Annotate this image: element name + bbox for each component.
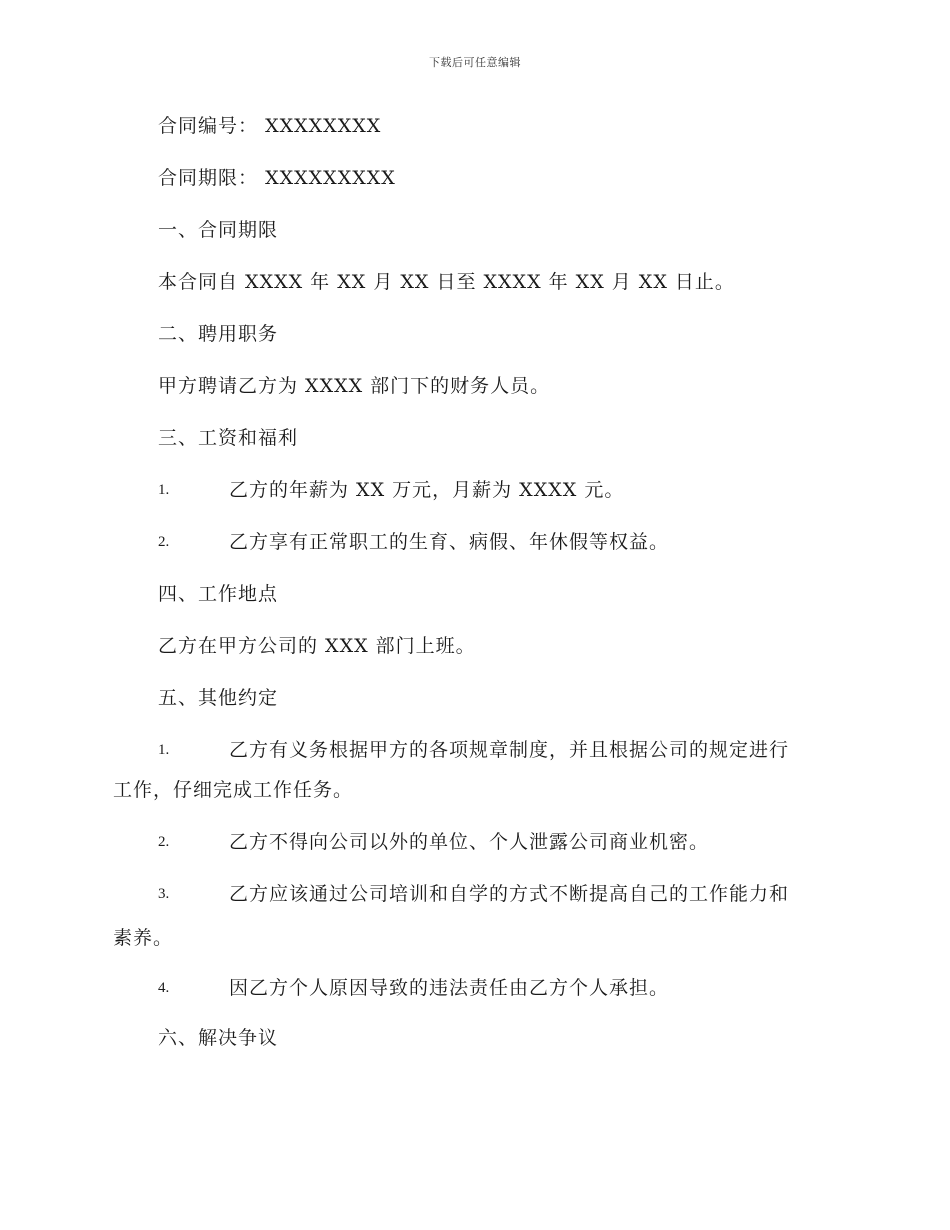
section-5-item-4-text: 因乙方个人原因导致的违法责任由乙方个人承担。: [229, 977, 670, 999]
contract-term-line: [158, 166, 396, 190]
section-1-heading: 一、合同期限: [158, 219, 279, 241]
section-5-item-1-text: 乙方有义务根据甲方的各项规章制度，并且根据公司的规定进行: [229, 739, 790, 761]
contract-number-label: 合同编号：: [158, 115, 259, 137]
contract-term-label: 合同期限：: [158, 167, 259, 189]
section-5-item-2-text: 乙方不得向公司以外的单位、个人泄露公司商业机密。: [229, 831, 710, 853]
section-5-item-2-number: 2.: [158, 834, 170, 850]
section-3-item-2-text: 乙方享有正常职工的生育、病假、年休假等权益。: [229, 531, 670, 553]
section-3-item-1-text: 乙方的年薪为 XX 万元，月薪为 XXXX 元。: [229, 479, 625, 501]
section-1-body: 本合同自 XXXX 年 XX 月 XX 日至 XXXX 年 XX 月 XX 日止。: [158, 271, 735, 293]
page-header: 下载后可任意编辑: [429, 56, 521, 69]
section-5-item-3-text: 乙方应该通过公司培训和自学的方式不断提高自己的工作能力和: [229, 883, 790, 905]
section-6-heading: 六、解决争议: [158, 1027, 279, 1049]
section-5-item-4-number: 4.: [158, 980, 170, 996]
contract-term-value: XXXXXXXXX: [265, 167, 396, 189]
section-4-heading: 四、工作地点: [158, 583, 279, 605]
section-5-item-1-continuation: 工作，仔细完成工作任务。: [113, 779, 354, 801]
contract-number-line: [158, 114, 381, 138]
section-3-heading: 三、工资和福利: [158, 427, 299, 449]
contract-number-value: XXXXXXXX: [265, 115, 382, 137]
section-2-heading: 二、聘用职务: [158, 323, 279, 345]
section-3-item-2-number: 2.: [158, 534, 170, 550]
section-5-item-3-number: 3.: [158, 886, 170, 902]
section-2-body: 甲方聘请乙方为 XXXX 部门下的财务人员。: [158, 375, 551, 397]
section-5-item-3-continuation: 素养。: [113, 927, 174, 949]
section-5-heading: 五、其他约定: [158, 687, 279, 709]
section-4-body: 乙方在甲方公司的 XXX 部门上班。: [158, 635, 476, 657]
section-3-item-1-number: 1.: [158, 482, 170, 498]
section-5-item-1-number: 1.: [158, 742, 170, 758]
